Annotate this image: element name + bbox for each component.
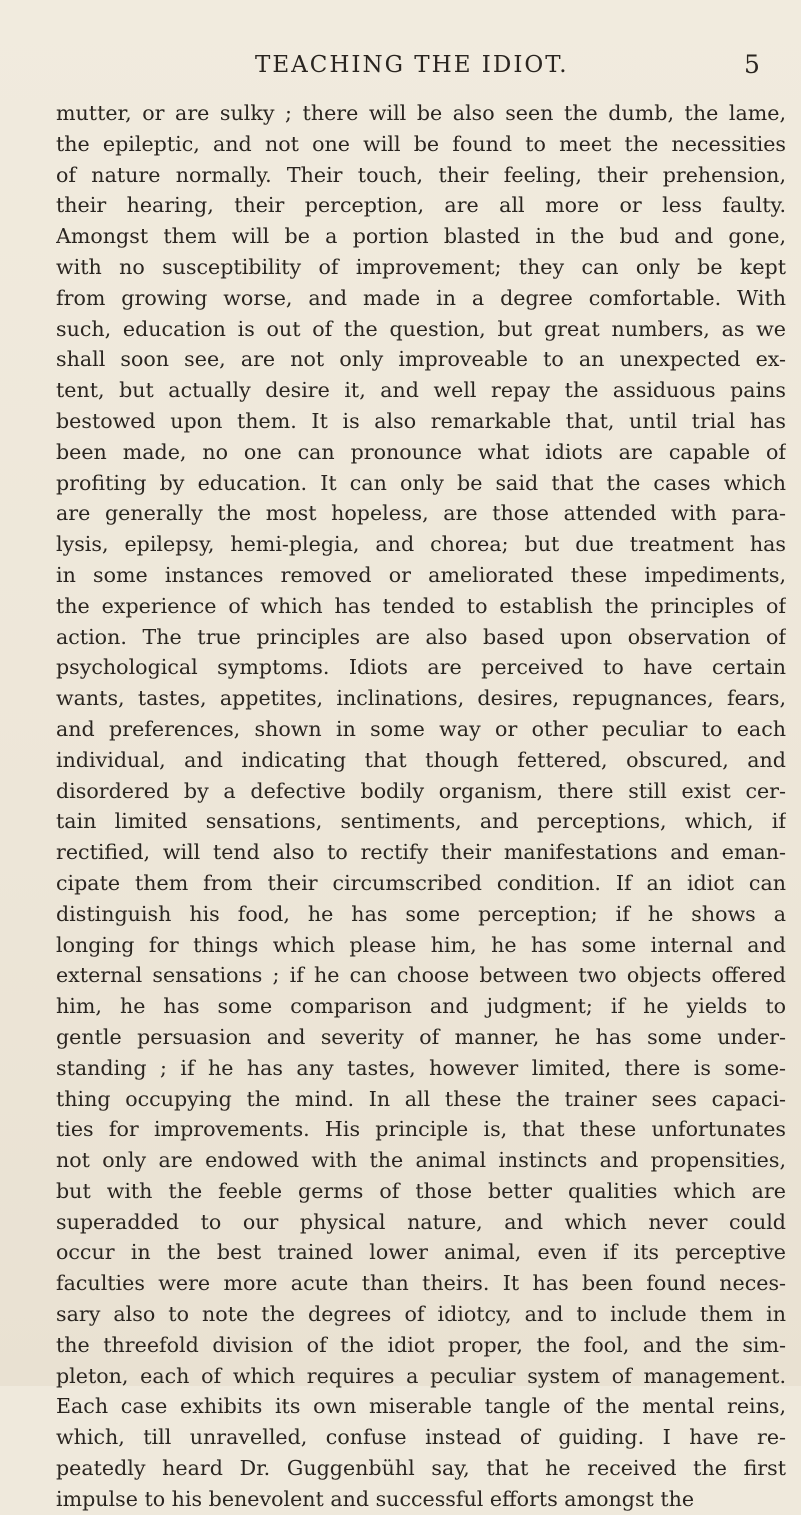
text-line: Each case exhibits its own miserable tangle of the mental reins,: [56, 1394, 786, 1419]
text-line: distinguish his food, he has some perception; if he shows a: [56, 901, 786, 926]
text-line: their hearing, their perception, are all more or less faulty.: [56, 193, 786, 218]
text-line: been made, no one can pronounce what idiots are capable of: [56, 439, 786, 464]
text-line: mutter, or are sulky ; there will be also seen the dumb, the lame,: [56, 101, 786, 125]
text-line: individual, and indicating that though fettered, obscured, and: [56, 747, 786, 772]
text-line: the epileptic, and not one will be found to meet the necessities: [56, 131, 786, 156]
text-line: rectified, will tend also to rectify their manifestations and eman-: [56, 840, 786, 865]
text-line: with no susceptibility of improvement; they can only be kept: [56, 254, 786, 279]
text-line: longing for things which please him, he has some internal and: [56, 932, 786, 957]
text-line: pleton, each of which requires a peculiar system of management.: [56, 1363, 786, 1388]
text-line: such, education is out of the question, but great numbers, as we: [56, 316, 786, 341]
text-line: thing occupying the mind. In all these the trainer sees capaci-: [56, 1086, 786, 1111]
text-line: psychological symptoms. Idiots are perceived to have certain: [56, 655, 786, 680]
text-line: not only are endowed with the animal instincts and propensities,: [56, 1148, 786, 1173]
text-line: gentle persuasion and severity of manner, he has some under-: [56, 1024, 786, 1049]
text-line: shall soon see, are not only improveable to an unexpected ex-: [56, 347, 786, 372]
text-line: Amongst them will be a portion blasted in the bud and gone,: [56, 224, 786, 249]
text-line: sary also to note the degrees of idiotcy, and to include them in: [56, 1302, 786, 1327]
text-line: in some instances removed or ameliorated these impediments,: [56, 562, 786, 587]
text-line: wants, tastes, appetites, inclinations, desires, repugnances, fears,: [56, 686, 786, 711]
text-line: tent, but actually desire it, and well repay the assiduous pains: [56, 378, 786, 403]
text-line: cipate them from their circumscribed condition. If an idiot can: [56, 870, 786, 895]
text-line: peatedly heard Dr. Guggenbühl say, that he received the first: [56, 1456, 786, 1481]
text-line: of nature normally. Their touch, their feeling, their prehension,: [56, 162, 786, 187]
page-number: 5: [744, 50, 760, 79]
text-line: and preferences, shown in some way or other peculiar to each: [56, 716, 786, 741]
text-line: him, he has some comparison and judgment; if he yields to: [56, 994, 786, 1019]
text-line: ties for improvements. His principle is, that these unfortunates: [56, 1117, 786, 1142]
text-line: external sensations ; if he can choose between two objects offered: [56, 963, 786, 988]
text-line: action. The true principles are also based upon observation of: [56, 624, 786, 649]
text-line: faculties were more acute than theirs. It has been found neces-: [56, 1271, 786, 1296]
text-line: superadded to our physical nature, and which never could: [56, 1209, 786, 1234]
text-line: are generally the most hopeless, are those attended with para-: [56, 501, 786, 526]
running-head: [0, 52, 801, 92]
text-line: the threefold division of the idiot proper, the fool, and the sim-: [56, 1332, 786, 1357]
text-line: disordered by a defective bodily organism, there still exist cer-: [56, 778, 786, 803]
text-line: which, till unravelled, confuse instead of guiding. I have re-: [56, 1425, 786, 1450]
text-line: tain limited sensations, sentiments, and perceptions, which, if: [56, 809, 786, 834]
text-line: from growing worse, and made in a degree comfortable. With: [56, 285, 786, 310]
text-line: lysis, epilepsy, hemi-plegia, and chorea; but due treatment has: [56, 532, 786, 557]
text-line: occur in the best trained lower animal, even if its perceptive: [56, 1240, 786, 1265]
text-line: standing ; if he has any tastes, however limited, there is some-: [56, 1055, 786, 1080]
text-line: the experience of which has tended to establish the principles of: [56, 593, 786, 618]
body-text: [56, 98, 786, 1515]
text-line: but with the feeble germs of those better qualities which are: [56, 1178, 786, 1203]
running-title: TEACHING THE IDIOT.: [255, 52, 569, 78]
text-line: bestowed upon them. It is also remarkable that, until trial has: [56, 408, 786, 433]
text-line: profiting by education. It can only be said that the cases which: [56, 470, 786, 495]
text-line: impulse to his benevolent and successful efforts amongst the: [56, 1486, 695, 1511]
